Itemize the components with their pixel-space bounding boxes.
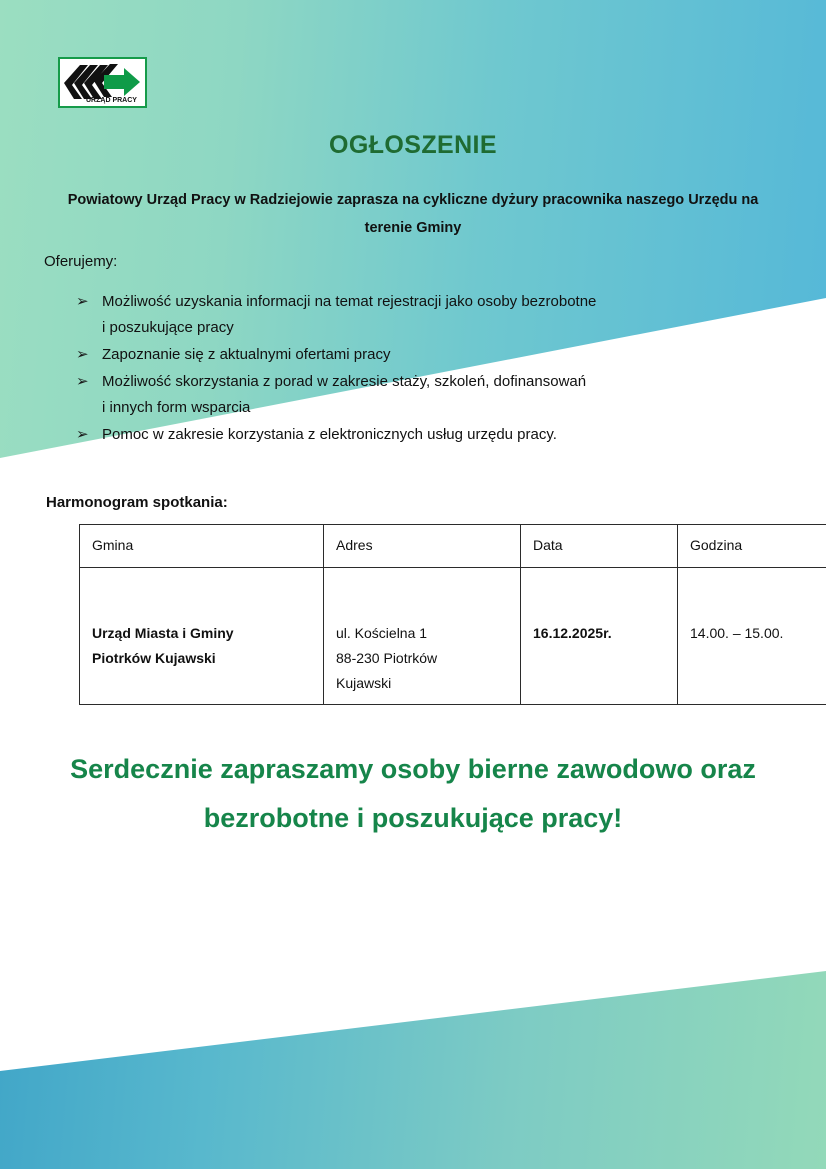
adres-line-2: 88-230 Piotrków bbox=[336, 650, 438, 666]
offers-list bbox=[76, 289, 756, 449]
godzina-value: 14.00. – 15.00. bbox=[690, 625, 784, 641]
table-cell-data bbox=[521, 568, 678, 705]
table-header-gmina: Gmina bbox=[80, 525, 324, 568]
logo-graphic bbox=[60, 59, 144, 105]
table-cell-godzina bbox=[678, 568, 826, 705]
subtitle-line-2: Urzędu na terenie Gminy bbox=[364, 192, 759, 236]
arrow-bullet-icon: ➢ bbox=[76, 373, 89, 390]
list-item-line-1: Możliwość skorzystania z porad w zakresie staży, szkoleń, dofinansowań bbox=[102, 373, 587, 390]
table-cell-adres bbox=[324, 568, 521, 705]
arrow-bullet-icon: ➢ bbox=[76, 293, 89, 310]
list-item bbox=[76, 422, 756, 448]
page-title: OGŁOSZENIE bbox=[329, 131, 497, 159]
offers-intro-label: Oferujemy: bbox=[44, 253, 118, 270]
adres-line-1: ul. Kościelna 1 bbox=[336, 625, 428, 641]
schedule-heading: Harmonogram spotkania: bbox=[46, 494, 228, 511]
list-item bbox=[76, 342, 756, 368]
gmina-value bbox=[92, 576, 311, 671]
table-cell-gmina bbox=[80, 568, 324, 705]
arrow-bullet-icon: ➢ bbox=[76, 426, 89, 443]
list-item-line-2: i poszukujące pracy bbox=[102, 319, 234, 336]
gmina-line-2: Piotrków Kujawski bbox=[92, 650, 216, 666]
table-header-row bbox=[80, 525, 826, 568]
table-row bbox=[80, 568, 826, 705]
data-value: 16.12.2025r. bbox=[533, 625, 612, 641]
arrow-bullet-icon: ➢ bbox=[76, 346, 89, 363]
table-header-data: Data bbox=[521, 525, 678, 568]
list-item bbox=[76, 369, 756, 421]
list-item-line-1: Pomoc w zakresie korzystania z elektronicznych usług urzędu pracy. bbox=[102, 426, 557, 443]
logo-caption: URZĄD PRACY bbox=[86, 97, 137, 104]
table-header-adres: Adres bbox=[324, 525, 521, 568]
table-header-godzina: Godzina bbox=[678, 525, 826, 568]
list-item-line-2: i innych form wsparcia bbox=[102, 399, 251, 416]
invitation-line-2: bezrobotne i poszukujące pracy! bbox=[203, 803, 623, 833]
subtitle-line-1: Powiatowy Urząd Pracy w Radziejowie zaprasza na cykliczne dyżury pracownika naszego bbox=[67, 192, 685, 208]
urzad-pracy-logo bbox=[58, 57, 147, 108]
adres-value bbox=[336, 576, 508, 696]
list-item-line-1: Zapoznanie się z aktualnymi ofertami pracy bbox=[102, 346, 391, 363]
adres-line-3: Kujawski bbox=[336, 675, 392, 691]
list-item bbox=[76, 289, 756, 341]
invitation-text bbox=[30, 745, 796, 843]
gmina-line-1: Urząd Miasta i Gminy bbox=[92, 625, 234, 641]
list-item-text bbox=[102, 289, 596, 341]
list-item-text bbox=[102, 342, 390, 368]
list-item-text bbox=[102, 369, 586, 421]
schedule-table bbox=[79, 524, 826, 705]
list-item-text bbox=[102, 422, 557, 448]
subtitle bbox=[55, 186, 771, 242]
list-item-line-1: Możliwość uzyskania informacji na temat rejestracji jako osoby bezrobotne bbox=[102, 293, 597, 310]
invitation-line-1: Serdecznie zapraszamy osoby bierne zawodowo oraz bbox=[70, 754, 756, 784]
